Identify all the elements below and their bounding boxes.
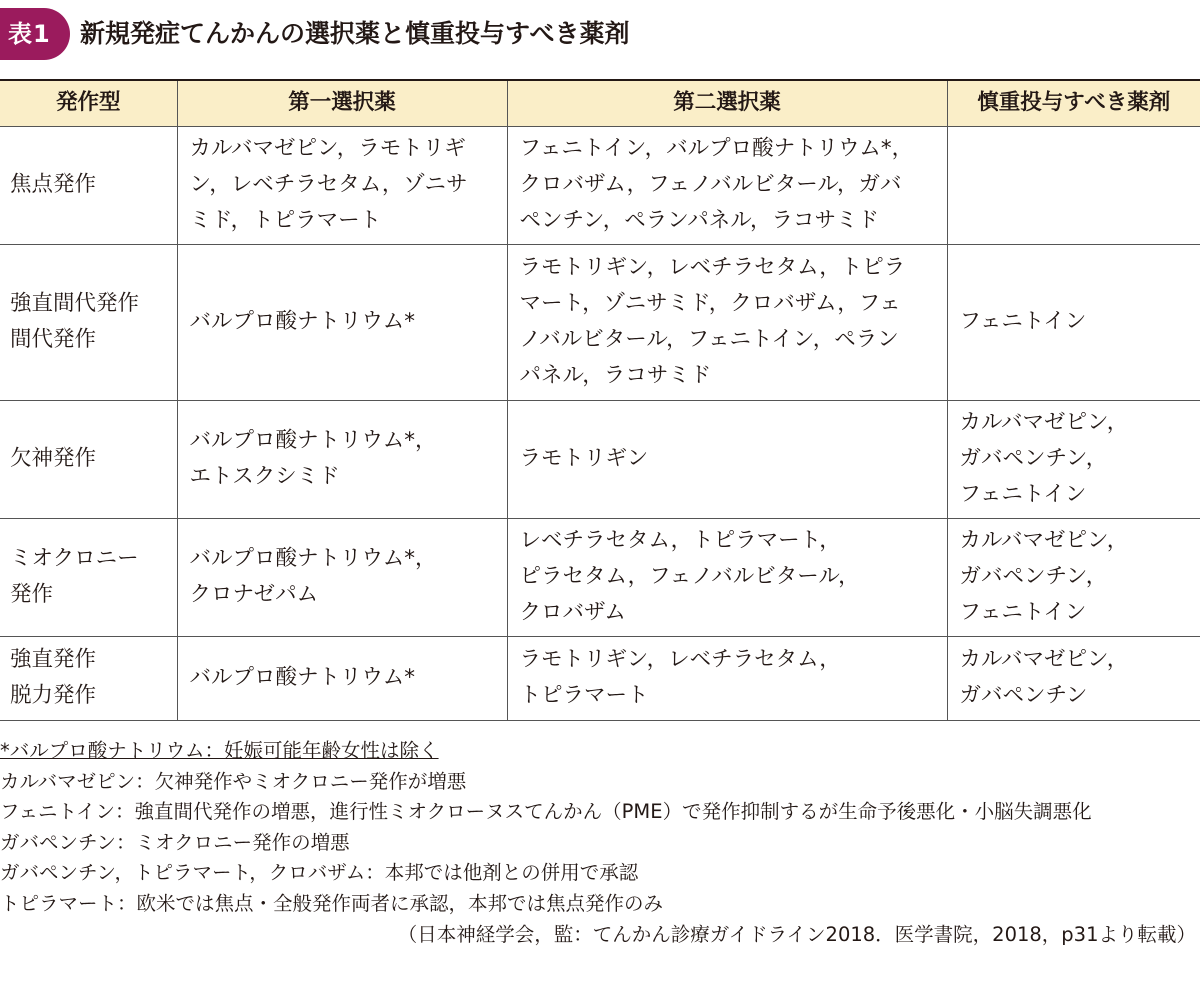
drug-selection-table: [0, 79, 1200, 721]
column-header-second-line: 第二選択薬: [507, 80, 947, 126]
table-caption: [0, 0, 1200, 72]
footnote-gabapentin: ガバペンチン：ミオクロニー発作の増悪: [0, 830, 350, 854]
cell-first-line: バルプロ酸ナトリウム*: [177, 636, 507, 720]
cell-second-line: フェニトイン，バルプロ酸ナトリウム*， クロバザム，フェノバルビタール，ガバ ペンチン，ペランパネル，ラコサミド: [507, 126, 947, 244]
cell-first-line: バルプロ酸ナトリウム*: [177, 244, 507, 400]
cell-second-line: ラモトリギン: [507, 400, 947, 518]
cell-caution: カルバマゼピン， ガバペンチン， フェニトイン: [947, 518, 1200, 636]
cell-first-line: バルプロ酸ナトリウム*， クロナゼパム: [177, 518, 507, 636]
cell-caution: カルバマゼピン， ガバペンチン: [947, 636, 1200, 720]
cell-seizure-type: ミオクロニー 発作: [0, 518, 177, 636]
column-header-seizure-type: 発作型: [0, 80, 177, 126]
column-header-first-line: 第一選択薬: [177, 80, 507, 126]
table-number-badge: 表1: [0, 8, 70, 60]
table-title: 新規発症てんかんの選択薬と慎重投与すべき薬剤: [80, 19, 630, 48]
cell-second-line: ラモトリギン，レベチラセタム，トピラ マート，ゾニサミド，クロバザム，フェ ノバルビタール，フェニトイン，ペラン パネル，ラコサミド: [507, 244, 947, 400]
cell-second-line: レベチラセタム，トピラマート， ピラセタム，フェノバルビタール， クロバザム: [507, 518, 947, 636]
source-citation: （日本神経学会，監：てんかん診療ガイドライン2018．医学書院，2018，p31より転載）: [397, 922, 1196, 946]
footnote-phenytoin: フェニトイン：強直間代発作の増悪，進行性ミオクローヌスてんかん（PME）で発作抑制するが生命予後悪化・小脳失調悪化: [0, 800, 1092, 824]
cell-seizure-type: 強直発作 脱力発作: [0, 636, 177, 720]
cell-seizure-type: 欠神発作: [0, 400, 177, 518]
cell-first-line: バルプロ酸ナトリウム*， エトスクシミド: [177, 400, 507, 518]
table-row: [0, 244, 1200, 400]
table-row: [0, 400, 1200, 518]
footnote-topiramate: トピラマート：欧米では焦点・全般発作両者に承認，本邦では焦点発作のみ: [0, 891, 664, 915]
footnote-combination-approval: ガバペンチン，トピラマート，クロバザム：本邦では他剤との併用で承認: [0, 861, 639, 885]
table-row: [0, 126, 1200, 244]
cell-caution: フェニトイン: [947, 244, 1200, 400]
table-row: [0, 636, 1200, 720]
table-header-row: [0, 80, 1200, 126]
table-footnotes: [0, 736, 1200, 950]
cell-seizure-type: 焦点発作: [0, 126, 177, 244]
footnote-carbamazepine: カルバマゼピン：欠神発作やミオクロニー発作が増悪: [0, 769, 467, 793]
cell-caution: カルバマゼピン， ガバペンチン， フェニトイン: [947, 400, 1200, 518]
cell-seizure-type: 強直間代発作 間代発作: [0, 244, 177, 400]
cell-first-line: カルバマゼピン，ラモトリギ ン，レベチラセタム，ゾニサ ミド，トピラマート: [177, 126, 507, 244]
column-header-caution: 慎重投与すべき薬剤: [947, 80, 1200, 126]
table-row: [0, 518, 1200, 636]
cell-caution: [947, 126, 1200, 244]
cell-second-line: ラモトリギン，レベチラセタム， トピラマート: [507, 636, 947, 720]
footnote-valproate: *バルプロ酸ナトリウム：妊娠可能年齢女性は除く: [0, 739, 439, 762]
